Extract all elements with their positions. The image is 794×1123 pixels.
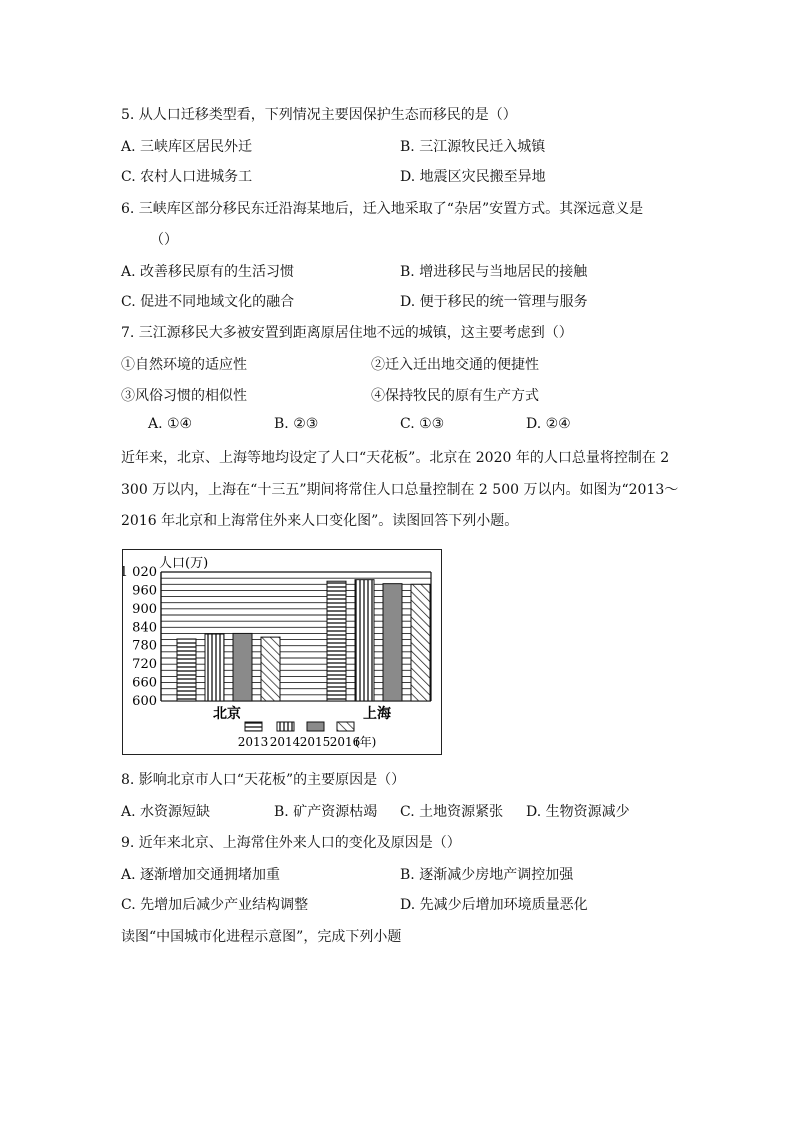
intro-line-1: 近年来，北京、上海等地均设定了人口“天花板”。北京在 2020 年的人口总量将控制在 2 xyxy=(121,450,670,466)
question-9-stem: 9. 近年来北京、上海常住外来人口的变化及原因是（） xyxy=(121,835,461,851)
bar-上海-2016 xyxy=(411,584,430,701)
question-7-option-d: D. ②④ xyxy=(526,416,571,432)
question-6-option-a: A. 改善移民原有的生活习惯 xyxy=(121,264,295,280)
legend-swatch-2014 xyxy=(277,722,294,731)
next-section-prompt: 读图“中国城市化进程示意图”，完成下列小题 xyxy=(121,929,402,945)
legend-label: 2015 xyxy=(299,735,331,749)
question-7-item-2: ②迁入迁出地交通的便捷性 xyxy=(371,357,539,373)
question-6-option-d: D. 便于移民的统一管理与服务 xyxy=(400,294,588,310)
question-5-stem: 5. 从人口迁移类型看，下列情况主要因保护生态而移民的是（） xyxy=(121,107,517,123)
question-8-stem: 8. 影响北京市人口“天花板”的主要原因是（） xyxy=(121,772,406,788)
bar-上海-2014 xyxy=(355,580,374,701)
question-5-option-c: C. 农村人口进城务工 xyxy=(121,169,253,185)
intro-line-2: 300 万以内，上海在“十三五”期间将常住人口总量控制在 2 500 万以内。如图为“2013～ xyxy=(121,482,679,498)
legend-label: 2016 xyxy=(329,735,361,749)
question-8-option-b: B. 矿产资源枯竭 xyxy=(274,804,378,820)
legend-swatch-2015 xyxy=(307,722,324,731)
population-bar-chart xyxy=(122,549,442,755)
question-8-option-d: D. 生物资源减少 xyxy=(526,804,630,820)
question-7-stem: 7. 三江源移民大多被安置到距离原居住地不远的城镇，这主要考虑到（） xyxy=(121,325,573,341)
legend-label: 2013 xyxy=(237,735,269,749)
category-label: 北京 xyxy=(213,706,241,722)
bar-北京-2016 xyxy=(261,637,280,701)
bar-北京-2013 xyxy=(177,639,196,701)
question-6-option-b: B. 增进移民与当地居民的接触 xyxy=(400,264,588,280)
question-7-option-b: B. ②③ xyxy=(274,416,319,432)
question-9-option-c: C. 先增加后减少产业结构调整 xyxy=(121,897,309,913)
bar-北京-2014 xyxy=(205,634,224,701)
question-7-option-a: A. ①④ xyxy=(148,416,193,432)
question-9-option-a: A. 逐渐增加交通拥堵加重 xyxy=(121,867,281,883)
y-tick-label: 960 xyxy=(132,583,157,599)
question-8-option-a: A. 水资源短缺 xyxy=(121,804,211,820)
legend-swatch-2016 xyxy=(337,722,354,731)
question-7-item-3: ③风俗习惯的相似性 xyxy=(121,388,247,404)
y-tick-label: 660 xyxy=(132,675,157,691)
bar-上海-2013 xyxy=(327,581,346,701)
question-9-option-b: B. 逐渐减少房地产调控加强 xyxy=(400,867,574,883)
y-tick-label: 780 xyxy=(132,638,157,654)
y-tick-label: 900 xyxy=(132,601,157,617)
intro-line-3: 2016 年北京和上海常住外来人口变化图”。读图回答下列小题。 xyxy=(121,513,519,529)
question-6-stem-cont: （） xyxy=(150,232,178,248)
question-6-stem: 6. 三峡库区部分移民东迁沿海某地后，迁入地采取了“杂居”安置方式。其深远意义是 xyxy=(121,201,644,217)
category-label: 上海 xyxy=(363,706,391,722)
question-7-item-4: ④保持牧民的原有生产方式 xyxy=(371,388,539,404)
y-tick-label: 600 xyxy=(132,694,157,709)
bar-上海-2015 xyxy=(383,584,402,701)
legend-label: 2014 xyxy=(269,735,301,749)
question-5-option-d: D. 地震区灾民搬至异地 xyxy=(400,169,546,185)
question-7-option-c: C. ①③ xyxy=(400,416,445,432)
question-5-option-a: A. 三峡库区居民外迁 xyxy=(121,139,253,155)
y-tick-label: 1 020 xyxy=(123,565,157,580)
y-tick-label: 840 xyxy=(132,620,157,636)
question-9-option-d: D. 先减少后增加环境质量恶化 xyxy=(400,897,588,913)
question-7-item-1: ①自然环境的适应性 xyxy=(121,357,247,373)
question-5-option-b: B. 三江源牧民迁入城镇 xyxy=(400,139,546,155)
legend-swatch-2013 xyxy=(245,722,262,731)
question-6-option-c: C. 促进不同地域文化的融合 xyxy=(121,294,295,310)
bar-北京-2015 xyxy=(233,633,252,701)
y-axis-label: 人口(万) xyxy=(159,556,209,571)
question-8-option-c: C. 土地资源紧张 xyxy=(400,804,504,820)
legend-unit: (年) xyxy=(355,735,377,749)
chart-svg xyxy=(123,550,441,754)
y-tick-label: 720 xyxy=(132,657,157,673)
